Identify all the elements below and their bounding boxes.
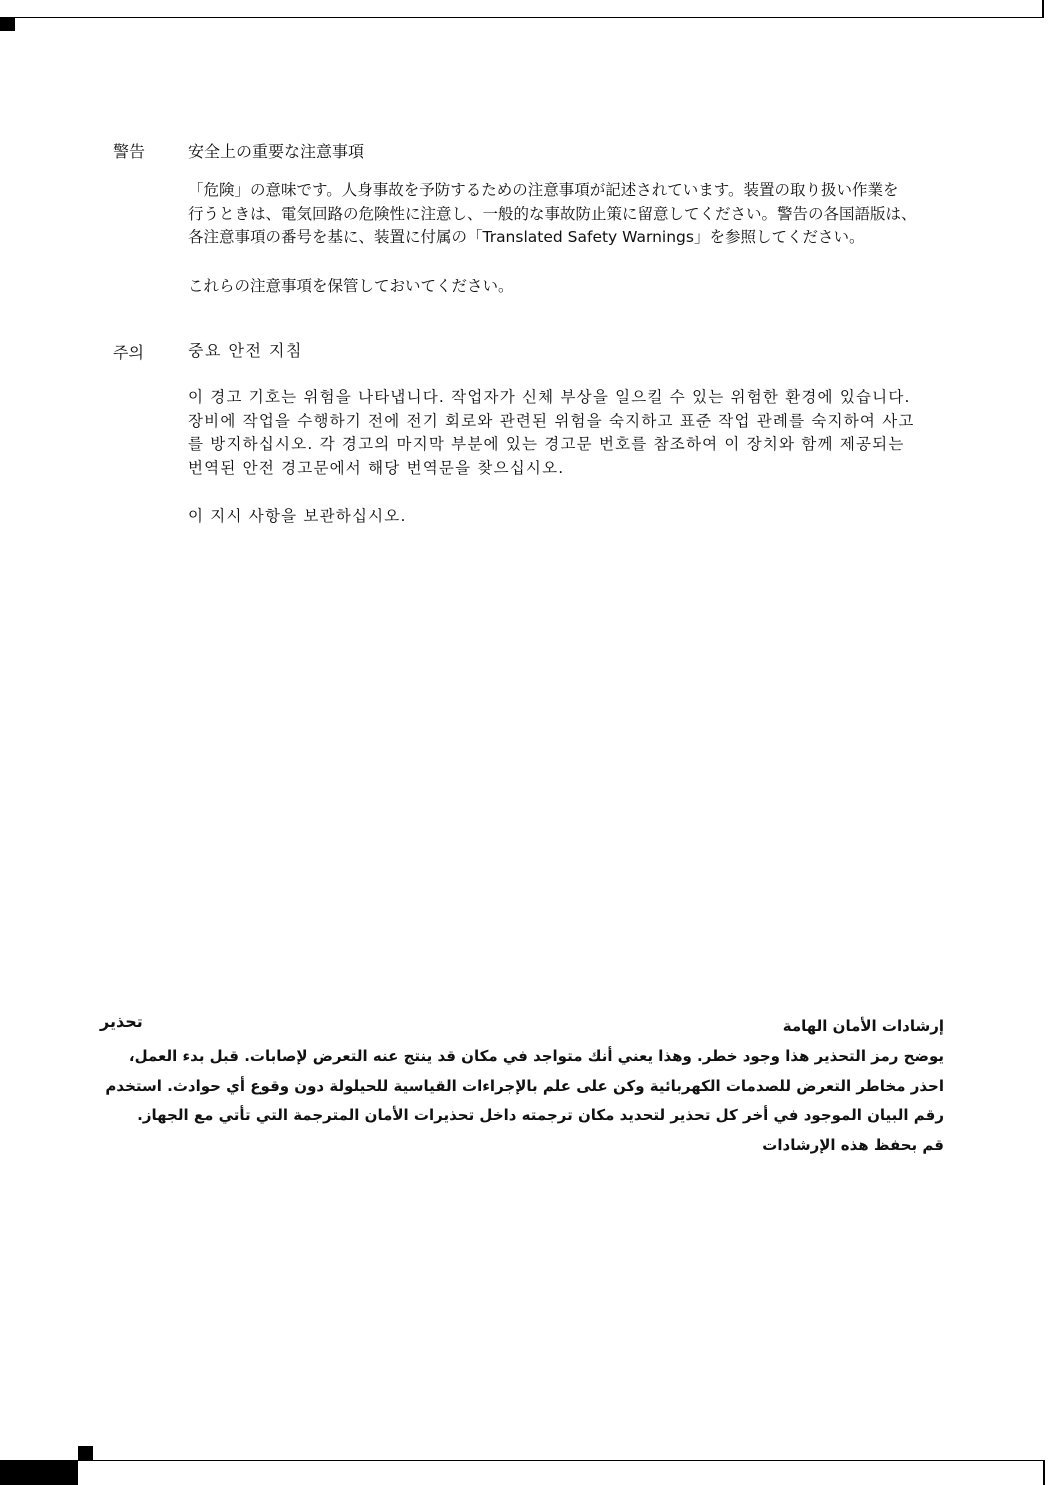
ar-body-line: قم بحفظ هذه الإرشادات (762, 1135, 944, 1154)
ko-caution-label: 주의 (113, 343, 144, 362)
ko-title: 중요 안전 지침 (188, 341, 303, 360)
ko-body-line: 번역된 안전 경고문에서 해당 번역문을 찾으십시오. (188, 458, 565, 477)
ja-body-line: 各注意事項の番号を基に、装置に付属の「Translated Safety Warnings」を参照してください。 (188, 228, 865, 246)
top-rule (0, 17, 1043, 18)
ar-warning-label: تحذير (100, 1012, 143, 1031)
ja-title: 安全上の重要な注意事項 (188, 142, 365, 161)
ar-body-line: احذر مخاطر التعرض للصدمات الكهربائية وكن على علم بالإجراءات القياسية للحيلولة دون وقوع أي حوادث. استخدم (105, 1076, 944, 1095)
ko-body-line: 이 경고 기호는 위험을 나타냅니다. 작업자가 신체 부상을 일으킬 수 있는 위험한 환경에 있습니다. (188, 388, 911, 406)
top-left-marker (0, 18, 15, 31)
ko-section (188, 341, 1038, 529)
ja-warning-label: 警告 (113, 142, 146, 161)
bottom-right-tick (1043, 1460, 1045, 1485)
ja-body (188, 179, 1038, 250)
ar-body (105, 1042, 944, 1160)
bottom-left-bar (0, 1460, 78, 1485)
ko-body-line: 장비에 작업을 수행하기 전에 전기 회로와 관련된 위험을 숙지하고 표준 작업 관례를 숙지하여 사고 (188, 411, 915, 430)
ko-footer: 이 지시 사항을 보관하십시오. (188, 507, 407, 525)
ko-body-line: 를 방지하십시오. 각 경고의 마지막 부분에 있는 경고문 번호를 참조하여 이 장치와 함께 제공되는 (188, 435, 905, 453)
ja-body-line: 「危険」の意味です。人身事故を予防するための注意事項が記述されています。装置の取り扱い作業を (188, 181, 899, 199)
ja-section (188, 142, 1038, 298)
top-right-tick (1042, 0, 1044, 18)
ja-footer: これらの注意事項を保管しておいてください。 (188, 276, 514, 295)
ja-body-line: 行うときは、電気回路の危険性に注意し、一般的な事故防止策に留意してください。警告の各国語版は、 (188, 204, 917, 223)
bottom-rule (78, 1460, 1045, 1461)
ar-title: إرشادات الأمان الهامة (782, 1017, 944, 1035)
ko-body (188, 386, 1038, 480)
ar-body-line: رقم البيان الموجود في أخر كل تحذير لتحديد مكان ترجمته داخل تحذيرات الأمان المترجمة التي تأتي مع الجهاز. (137, 1106, 944, 1124)
bottom-marker-square (78, 1446, 93, 1460)
ar-body-line: يوضح رمز التحذير هذا وجود خطر. وهذا يعني أنك متواجد في مكان قد ينتج عنه التعرض لإصابات. قبل بدء العمل، (128, 1047, 944, 1065)
